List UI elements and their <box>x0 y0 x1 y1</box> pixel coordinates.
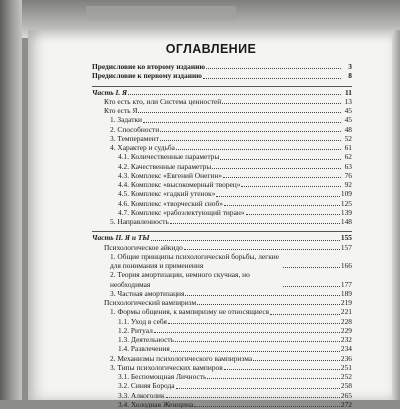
dot-leader <box>154 332 340 333</box>
toc-page-number: 139 <box>340 207 352 217</box>
toc-page-number: 3 <box>348 62 352 71</box>
toc-entry[interactable] <box>92 363 352 372</box>
toc-entry[interactable] <box>92 270 352 289</box>
toc-page-number: 251 <box>340 362 352 372</box>
toc-entry[interactable] <box>92 381 352 390</box>
toc-entry[interactable] <box>92 307 352 316</box>
toc-entry-title: 1.4. Развлечения <box>118 344 170 354</box>
toc-page-number: 11 <box>345 87 352 97</box>
toc-entry-title: 1. Общие принципы психологической борьбы, легкие для понимания и применения <box>110 251 280 270</box>
toc-entry-title: 2. Способности <box>110 124 160 134</box>
dot-leader <box>207 378 340 379</box>
dot-leader <box>138 112 341 113</box>
dot-leader <box>212 168 341 169</box>
toc-entry-title: 4.3. Комплекс «Евгений Онегин» <box>118 170 223 180</box>
toc-page-number: 13 <box>344 96 352 106</box>
toc-page-number: 48 <box>344 124 352 134</box>
toc-entry-title: 3. Типы психологических вампиров <box>110 362 223 372</box>
dot-leader <box>270 314 340 315</box>
dot-leader <box>176 388 340 389</box>
toc-entry[interactable] <box>92 298 352 307</box>
dot-leader <box>224 205 340 206</box>
dot-leader <box>151 240 340 241</box>
toc-page-number: 148 <box>340 217 352 226</box>
toc-entry-title: Часть I. Я <box>92 87 128 97</box>
toc-page-number: 272 <box>340 399 352 409</box>
book-page <box>28 30 394 409</box>
faded-running-header <box>86 6 236 20</box>
toc-entry[interactable] <box>92 189 352 198</box>
toc-page-number: 157 <box>340 242 352 252</box>
section-divider <box>92 231 352 232</box>
dot-leader <box>246 214 340 215</box>
toc-entry[interactable] <box>92 317 352 326</box>
dot-leader <box>197 304 340 305</box>
toc-page-number: 221 <box>340 307 352 317</box>
toc-entry[interactable] <box>92 97 352 106</box>
toc-entry[interactable] <box>92 152 352 161</box>
toc-entry[interactable] <box>92 171 352 180</box>
toc-entry-title: Часть II. Я и ТЫ <box>92 233 150 243</box>
toc-page-number: 8 <box>348 71 352 81</box>
book-spine-shadow <box>0 0 22 400</box>
toc-entry-title: 1. Формы общения, к вампиризму не относящиеся <box>110 307 270 317</box>
dot-leader <box>220 159 341 160</box>
table-of-contents <box>92 62 352 409</box>
dot-leader <box>223 177 341 178</box>
toc-part-heading[interactable] <box>92 233 352 242</box>
toc-page-number: 61 <box>344 143 352 152</box>
toc-page-number: 63 <box>344 161 352 171</box>
dot-leader <box>241 186 341 187</box>
toc-entry[interactable] <box>92 134 352 143</box>
toc-entry-title: 3.1. Беспомощная Личность <box>118 372 207 381</box>
toc-page-number: 228 <box>340 316 352 326</box>
spacer <box>92 226 352 230</box>
dot-leader <box>143 122 341 123</box>
dot-leader <box>216 196 339 197</box>
toc-entry[interactable] <box>92 335 352 344</box>
dot-leader <box>283 286 340 287</box>
dot-leader <box>283 267 340 268</box>
toc-part-heading[interactable] <box>92 88 352 97</box>
toc-entry-title: 4.2. Качественные параметры <box>118 161 212 171</box>
toc-page-number: 125 <box>340 198 352 208</box>
toc-entry-title: Предисловие ко второму изданию <box>92 62 206 71</box>
toc-entry[interactable] <box>92 326 352 335</box>
toc-entry-title: 2. Механизмы психологического вампиризма <box>110 353 253 363</box>
dot-leader <box>203 78 341 79</box>
toc-entry-title: Психологическое айкидо <box>104 242 183 252</box>
toc-entry-title: 1.3. Деятельность <box>118 335 175 344</box>
toc-entry[interactable] <box>92 208 352 217</box>
toc-entry-title: 4. Характер и судьба <box>110 143 175 152</box>
toc-entry[interactable] <box>92 243 352 252</box>
dot-leader <box>166 397 340 398</box>
toc-page-number: 252 <box>340 372 352 381</box>
dot-leader <box>185 295 339 296</box>
toc-entry[interactable] <box>92 143 352 152</box>
toc-page-number: 166 <box>340 261 352 270</box>
toc-entry[interactable] <box>92 115 352 124</box>
toc-entry[interactable] <box>92 217 352 226</box>
dot-leader <box>176 149 341 150</box>
toc-page-number: 45 <box>344 115 352 125</box>
toc-page-number: 236 <box>340 353 352 363</box>
toc-entry-title: 3. Темперамент <box>110 133 159 143</box>
toc-entry-title: 5. Направленность <box>110 217 169 226</box>
toc-page-number: 109 <box>340 189 352 199</box>
toc-entry[interactable] <box>92 106 352 115</box>
dot-leader <box>128 94 341 95</box>
toc-entry[interactable] <box>92 354 352 363</box>
toc-entry-title: Кто есть кто, или Система ценностей <box>104 96 222 106</box>
toc-entry-title: 3.3. Алкоголик <box>118 390 165 400</box>
toc-entry[interactable] <box>92 71 352 80</box>
toc-page-number: 76 <box>344 170 352 180</box>
toc-entry[interactable] <box>92 400 352 409</box>
dot-leader <box>184 249 340 250</box>
toc-entry-title: 4.5. Комплекс «гадкий утенок» <box>118 189 216 199</box>
dot-leader <box>222 103 341 104</box>
dot-leader <box>253 360 340 361</box>
page-right-edge <box>392 30 400 400</box>
dot-leader <box>175 341 340 342</box>
toc-page-number: 92 <box>344 180 352 189</box>
toc-page-number: 232 <box>340 335 352 344</box>
toc-entry-title: 4.6. Комплекс «творческий сноб» <box>118 198 223 208</box>
toc-page-number: 189 <box>340 288 352 298</box>
toc-page-number: 219 <box>340 298 352 307</box>
toc-entry-title: 3.2. Синяя Борода <box>118 381 175 391</box>
toc-entry[interactable] <box>92 199 352 208</box>
toc-entry-title: Психологический вампиризм <box>104 298 197 307</box>
toc-entry-title: 4.1. Количественные параметры <box>118 152 220 162</box>
dot-leader <box>170 223 340 224</box>
toc-page-number: 62 <box>344 152 352 162</box>
toc-entry[interactable] <box>92 252 352 271</box>
dot-leader <box>194 406 340 407</box>
dot-leader <box>171 351 340 352</box>
toc-entry-title: 4.7. Комплекс «рабоэлектующий тиран» <box>118 207 245 217</box>
dot-leader <box>224 369 340 370</box>
toc-entry-title: 1.1. Уход в себя <box>118 316 167 326</box>
toc-page-number: 234 <box>340 344 352 354</box>
toc-entry[interactable] <box>92 391 352 400</box>
toc-entry-title: Предисловие к первому изданию <box>92 71 202 81</box>
dot-leader <box>206 68 341 69</box>
toc-page-number: 52 <box>344 133 352 143</box>
dot-leader <box>160 131 341 132</box>
dot-leader <box>168 323 340 324</box>
toc-entry[interactable] <box>92 162 352 171</box>
toc-entry[interactable] <box>92 180 352 189</box>
toc-page-number: 177 <box>340 279 352 289</box>
toc-entry[interactable] <box>92 125 352 134</box>
toc-entry[interactable] <box>92 372 352 381</box>
section-divider <box>92 86 352 87</box>
toc-entry-title: 4.4. Комплекс «высокомерный творец» <box>118 180 241 189</box>
toc-page-number: 258 <box>340 381 352 391</box>
toc-page-number: 229 <box>340 325 352 335</box>
page-title: ОГЛАВЛЕНИЕ <box>165 42 257 56</box>
toc-page-number: 45 <box>344 106 352 115</box>
toc-page-number: 155 <box>340 233 352 243</box>
toc-entry-title: 3. Частная амортизация <box>110 288 185 298</box>
toc-entry-title: 2. Теория амортизации, немного скучная, но необходимая <box>110 270 250 289</box>
spacer <box>92 81 352 85</box>
toc-entry[interactable] <box>92 289 352 298</box>
dot-leader <box>160 140 341 141</box>
toc-entry-title: Кто есть Я <box>104 106 138 115</box>
toc-entry-title: 1. Задатки <box>110 115 142 125</box>
toc-entry-title: 3.4. Холодная Женщина <box>118 399 194 409</box>
toc-entry[interactable] <box>92 62 352 71</box>
toc-page-number: 265 <box>340 390 352 400</box>
toc-entry[interactable] <box>92 344 352 353</box>
toc-entry-title: 1.2. Ритуал <box>118 325 153 335</box>
